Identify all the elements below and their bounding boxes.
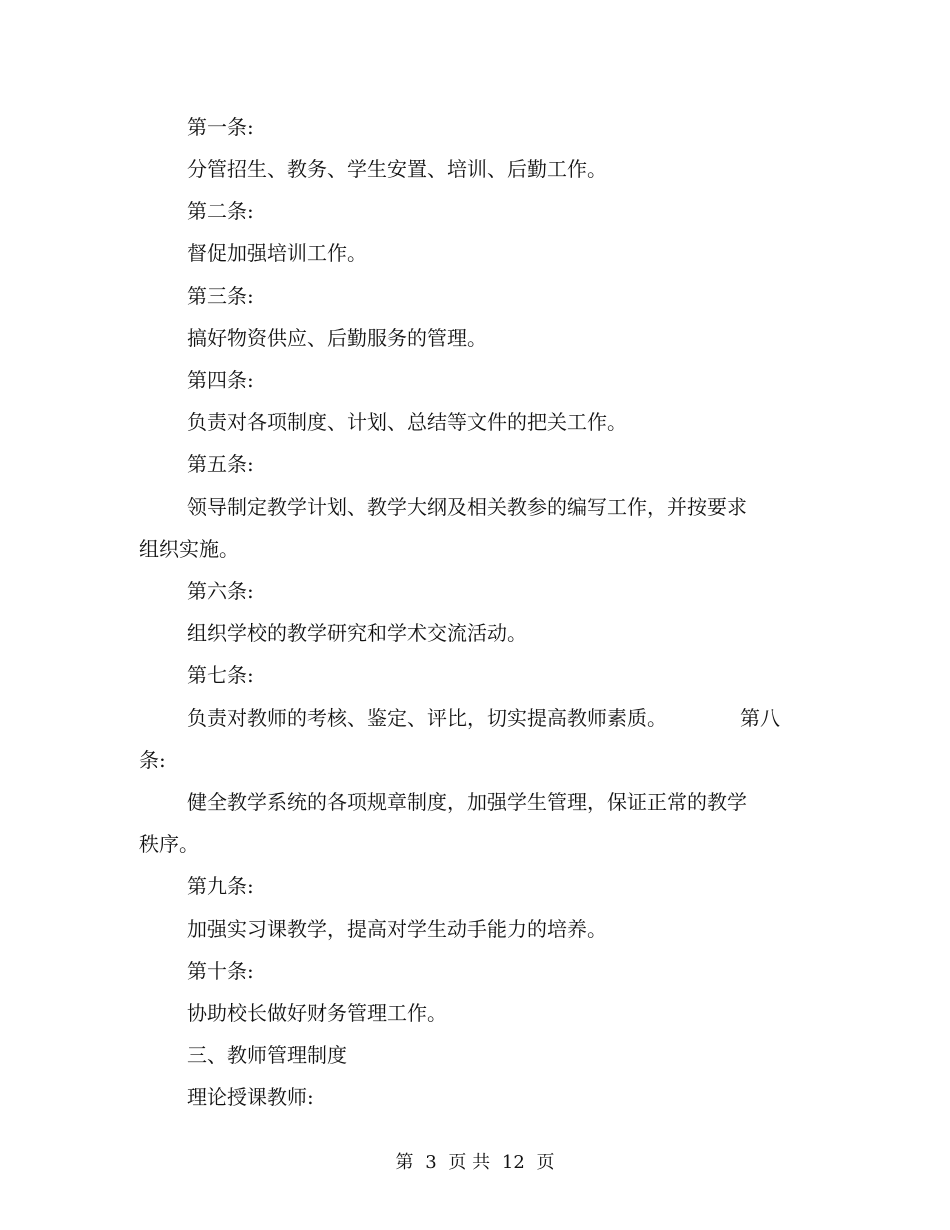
clause-heading-8-start: 第八 xyxy=(740,706,780,730)
subsection-heading: 理论授课教师: xyxy=(187,1085,314,1109)
clause-heading-5: 第五条: xyxy=(187,452,254,476)
clause-heading-9: 第九条: xyxy=(187,874,254,898)
clause-text-9: 加强实习课教学，提高对学生动手能力的培养。 xyxy=(187,917,607,941)
clause-text-3: 搞好物资供应、后勤服务的管理。 xyxy=(187,326,487,350)
clause-heading-1: 第一条: xyxy=(187,115,254,139)
footer-page-number: 3 xyxy=(425,1152,437,1173)
footer-page-total: 12 xyxy=(501,1152,525,1173)
clause-text-1: 分管招生、教务、学生安置、培训、后勤工作。 xyxy=(187,157,607,181)
footer-mid: 页 共 xyxy=(448,1152,491,1173)
clause-heading-8-end: 条: xyxy=(139,748,166,772)
clause-heading-4: 第四条: xyxy=(187,368,254,392)
section-heading: 三、教师管理制度 xyxy=(187,1043,347,1067)
clause-heading-2: 第二条: xyxy=(187,199,254,223)
clause-text-2: 督促加强培训工作。 xyxy=(187,241,367,265)
page-footer xyxy=(0,1150,950,1176)
clause-text-7: 负责对教师的考核、鉴定、评比，切实提高教师素质。 xyxy=(187,706,667,730)
clause-text-6: 组织学校的教学研究和学术交流活动。 xyxy=(187,621,527,645)
clause-text-10: 协助校长做好财务管理工作。 xyxy=(187,1001,447,1025)
clause-text-8: 健全教学系统的各项规章制度，加强学生管理，保证正常的教学 xyxy=(187,790,747,814)
clause-text-8-continued: 秩序。 xyxy=(139,832,199,856)
footer-prefix: 第 xyxy=(395,1152,414,1173)
clause-text-5: 领导制定教学计划、教学大纲及相关教参的编写工作，并按要求 xyxy=(187,495,747,519)
clause-heading-10: 第十条: xyxy=(187,959,254,983)
clause-heading-7: 第七条: xyxy=(187,663,254,687)
clause-text-5-continued: 组织实施。 xyxy=(139,537,239,561)
clause-text-4: 负责对各项制度、计划、总结等文件的把关工作。 xyxy=(187,410,627,434)
footer-suffix: 页 xyxy=(536,1152,555,1173)
clause-heading-6: 第六条: xyxy=(187,579,254,603)
clause-heading-3: 第三条: xyxy=(187,284,254,308)
